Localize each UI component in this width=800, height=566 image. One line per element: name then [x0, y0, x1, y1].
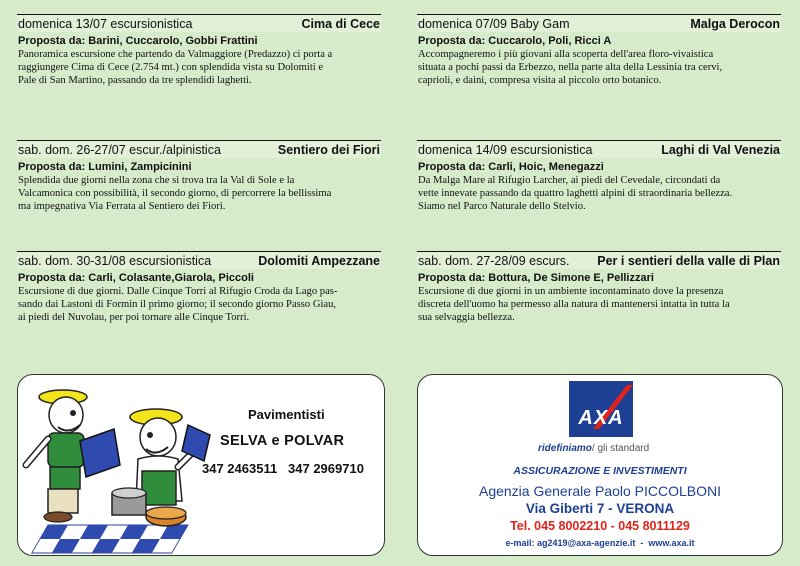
event-date: domenica 07/09 Baby Gam — [418, 16, 570, 31]
left-worker — [26, 390, 120, 522]
event-card — [17, 14, 381, 87]
description-line: sando dai Lastoni di Formin il primo giorno; il secondo giorno Passo Giau, — [18, 299, 337, 310]
slogan-bold: ridefiniamo — [538, 443, 592, 454]
event-place: Laghi di Val Venezia — [661, 142, 780, 157]
agency-contacts: e-mail: ag2419@axa-agenzie.it - www.axa.it — [505, 538, 695, 548]
event-place: Per i sentieri della valle di Plan — [597, 253, 780, 268]
description-line: Siamo nel Parco Naturale dello Stelvio. — [418, 201, 586, 212]
description-line: Accompagneremo i più giovani alla scoperta dell'area floro-vivaistica — [418, 49, 714, 60]
company-title: Pavimentisti — [248, 407, 325, 422]
event-proposer: Proposta da: Carli, Colasante,Giarola, Piccoli — [18, 272, 254, 284]
event-date: sab. dom. 26-27/07 escur./alpinistica — [18, 142, 221, 157]
event-proposer: Proposta da: Bottura, De Simone E, Pellizzari — [418, 272, 654, 284]
description-line: Valcamonica con possibilità, il secondo giorno, di percorrere la bellissima — [18, 188, 332, 199]
event-place: Dolomiti Ampezzane — [258, 253, 380, 268]
axa-logo — [569, 381, 633, 437]
axa-slogan — [538, 443, 649, 454]
event-header — [17, 140, 381, 158]
event-proposer: Proposta da: Barini, Cuccarolo, Gobbi Frattini — [18, 35, 258, 47]
event-description — [417, 285, 781, 324]
event-header — [17, 14, 381, 32]
event-description — [17, 48, 381, 87]
axa-logo-text: AXA — [578, 407, 624, 429]
event-description — [417, 174, 781, 213]
event-description — [17, 285, 381, 324]
agency-name: Agenzia Generale Paolo PICCOLBONI — [478, 483, 721, 499]
event-header — [417, 140, 781, 158]
event-date: domenica 14/09 escursionistica — [418, 142, 593, 157]
company-phones: 347 2463511 347 2969710 — [202, 461, 364, 476]
event-place: Sentiero dei Fiori — [277, 142, 380, 157]
description-line: caprioli, e daini, compresa visita al piccolo orto botanico. — [418, 75, 662, 86]
slogan-rest: / gli standard — [591, 443, 650, 454]
event-place: Malga Derocon — [690, 16, 780, 31]
description-line: raggiungere Cima di Cece (2.754 mt.) con splendida vista su Dolomiti e — [18, 62, 324, 73]
axa-ad — [417, 374, 783, 556]
event-header — [417, 251, 781, 269]
description-line: sua selvaggia bellezza. — [418, 312, 515, 323]
description-line: vette innevate passando da quattro laghetti alpini di straordinaria bellezza. — [418, 188, 733, 199]
description-line: ai piedi del Nuvolau, per poi tornare alle Cinque Torri. — [18, 312, 250, 323]
event-date: sab. dom. 27-28/09 escurs. — [418, 253, 570, 268]
agency-tagline: ASSICURAZIONE E INVESTIMENTI — [513, 465, 687, 477]
event-date: sab. dom. 30-31/08 escursionistica — [18, 253, 212, 268]
event-card — [17, 140, 381, 213]
event-card — [417, 14, 781, 87]
flooring-ad — [17, 374, 385, 556]
event-description — [417, 48, 781, 87]
description-line: Pale di San Martino, passando da tre splendidi laghetti. — [18, 75, 252, 86]
event-description — [17, 174, 381, 213]
event-proposer: Proposta da: Carli, Hoic, Menegazzi — [418, 161, 604, 173]
event-proposer: Proposta da: Lumini, Zampicinini — [18, 161, 192, 173]
workers-cartoon-illustration — [18, 375, 218, 556]
right-worker — [112, 409, 210, 526]
company-name: SELVA e POLVAR — [220, 433, 345, 449]
description-line: Da Malga Mare al Rifugio Larcher, ai piedi del Cevedale, circondati da — [418, 175, 721, 186]
description-line: situata a pochi passi da Erbezzo, nella parte alta della Lessinia tra cervi, — [418, 62, 723, 73]
description-line: ma impegnativa Via Ferrata al Sentiero dei Fiori. — [18, 201, 226, 212]
checkered-floor — [32, 525, 188, 553]
agency-phone: Tel. 045 8002210 - 045 8011129 — [510, 519, 690, 533]
description-line: Splendida due giorni nella zona che si trova tra la Val di Sole e la — [18, 175, 295, 186]
event-proposer: Proposta da: Cuccarolo, Poli, Ricci A — [418, 35, 612, 47]
agency-address: Via Giberti 7 - VERONA — [525, 501, 675, 516]
description-line: Panoramica escursione che partendo da Valmaggiore (Predazzo) ci porta a — [18, 49, 333, 60]
description-line: Escursione di due giorni in un ambiente incontaminato dove la presenza — [418, 286, 724, 297]
event-header — [17, 251, 381, 269]
event-card — [417, 251, 781, 324]
event-header — [417, 14, 781, 32]
event-date: domenica 13/07 escursionistica — [18, 16, 193, 31]
description-line: Escursione di due giorni. Dalle Cinque Torri al Rifugio Croda da Lago pas- — [18, 286, 338, 297]
event-card — [417, 140, 781, 213]
event-place: Cima di Cece — [301, 16, 380, 31]
description-line: discreta dell'uomo ha permesso alla natura di mantenersi intatta in tutta la — [418, 299, 730, 310]
event-card — [17, 251, 381, 324]
